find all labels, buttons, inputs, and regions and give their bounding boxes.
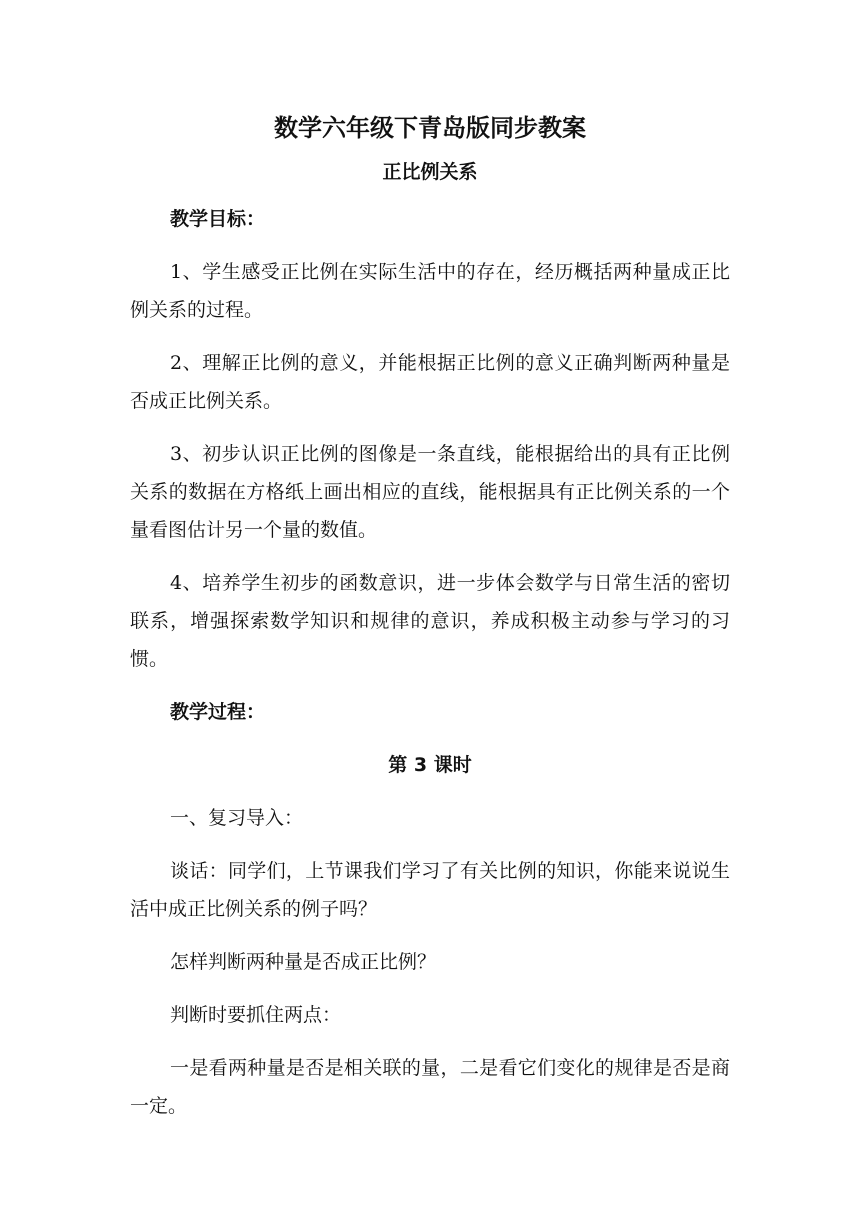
- goal-item-4: 4、培养学生初步的函数意识，进一步体会数学与日常生活的密切联系，增强探索数学知识和规律的意识，养成积极主动参与学习的习惯。: [130, 572, 730, 670]
- document-body: [130, 200, 730, 1140]
- goals-heading: 教学目标：: [170, 208, 266, 230]
- paragraph: 判断时要抓住两点：: [170, 1004, 342, 1026]
- goal-item-1: 1、学生感受正比例在实际生活中的存在，经历概括两种量成正比例关系的过程。: [130, 261, 730, 321]
- paragraph: 一是看两种量是否是相关联的量，二是看它们变化的规律是否是商一定。: [130, 1057, 730, 1117]
- goal-item-2: 2、理解正比例的意义，并能根据正比例的意义正确判断两种量是否成正比例关系。: [130, 352, 730, 412]
- document-subtitle: 正比例关系: [382, 161, 478, 183]
- paragraph: 谈话：同学们，上节课我们学习了有关比例的知识，你能来说说生活中成正比例关系的例子吗？: [130, 860, 730, 920]
- lesson-label: 第 3 课时: [388, 754, 472, 776]
- paragraph: 怎样判断两种量是否成正比例？: [170, 951, 437, 973]
- goal-item-3: 3、初步认识正比例的图像是一条直线，能根据给出的具有正比例关系的数据在方格纸上画出相应的直线，能根据具有正比例关系的一个量看图估计另一个量的数值。: [130, 443, 730, 541]
- section-heading: 一、复习导入：: [170, 807, 304, 829]
- document-title: 数学六年级下青岛版同步教案: [274, 114, 586, 142]
- process-heading: 教学过程：: [170, 701, 266, 723]
